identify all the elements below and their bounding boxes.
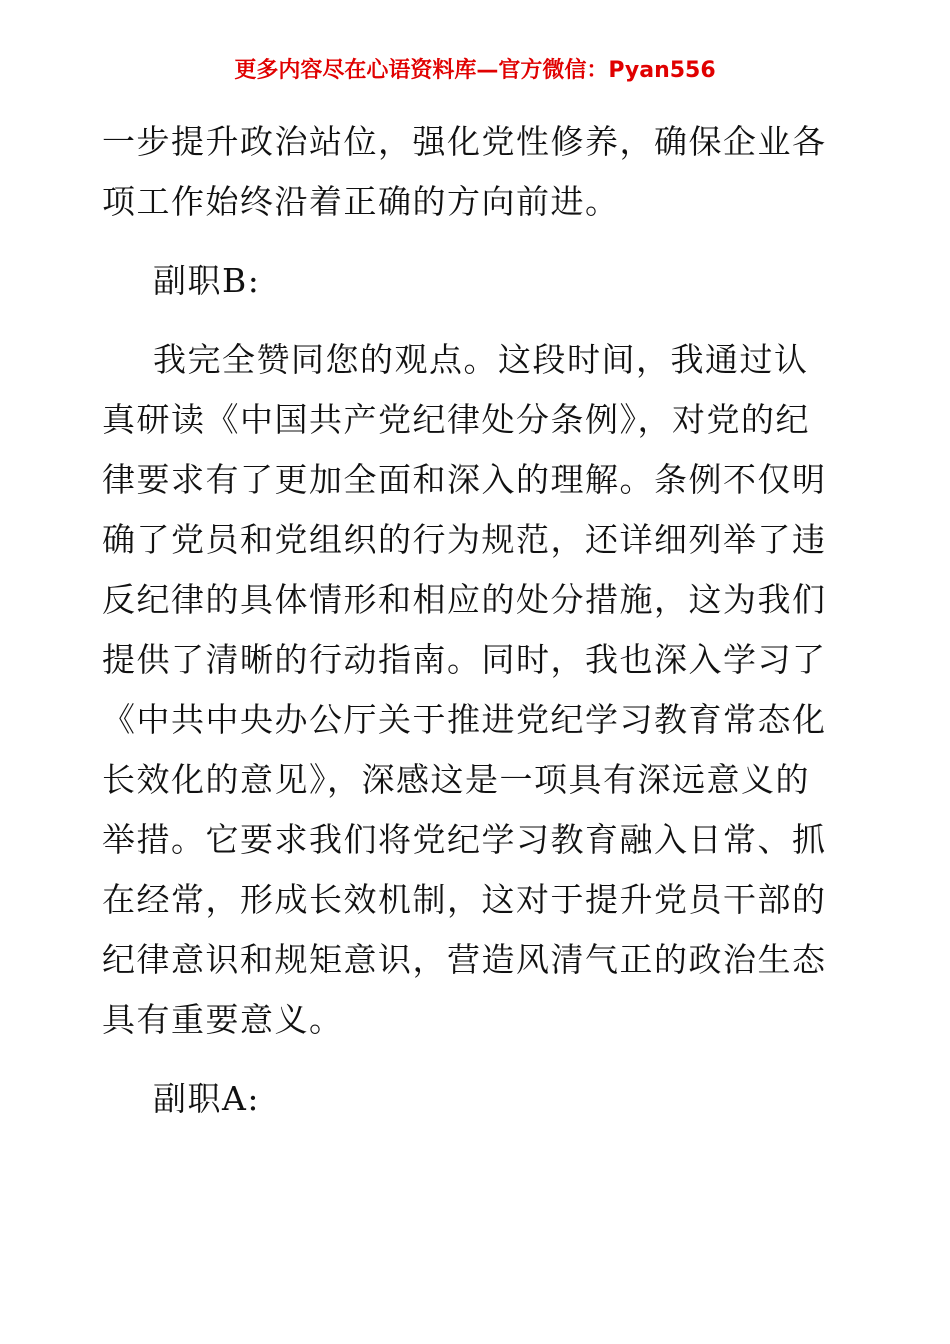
document-body xyxy=(102,112,842,1129)
speaker-label-b: 副职B: xyxy=(153,261,261,300)
paragraph-line: 《中共中央办公厅关于推进党纪学习教育常态化 xyxy=(102,700,827,739)
watermark-header: 更多内容尽在心语资料库—官方微信：Pyan556 xyxy=(234,58,716,83)
paragraph-line: 项工作始终沿着正确的方向前进。 xyxy=(102,182,620,221)
paragraph-gap xyxy=(102,1050,842,1069)
paragraph-line: 纪律意识和规矩意识，营造风清气正的政治生态 xyxy=(102,940,827,979)
paragraph-line: 我完全赞同您的观点。这段时间，我通过认 xyxy=(153,340,809,379)
paragraph-gap xyxy=(102,232,842,251)
paragraph-line: 反纪律的具体情形和相应的处分措施，这为我们 xyxy=(102,580,827,619)
paragraph-line: 具有重要意义。 xyxy=(102,1000,344,1039)
paragraph-line: 律要求有了更加全面和深入的理解。条例不仅明 xyxy=(102,460,827,499)
paragraph-line: 举措。它要求我们将党纪学习教育融入日常、抓 xyxy=(102,820,827,859)
paragraph-line: 长效化的意见》，深感这是一项具有深远意义的 xyxy=(102,760,810,799)
paragraph-line: 一步提升政治站位，强化党性修养，确保企业各 xyxy=(102,122,827,161)
paragraph-line: 真研读《中国共产党纪律处分条例》，对党的纪 xyxy=(102,400,810,439)
speaker-label-a: 副职A: xyxy=(153,1079,260,1118)
paragraph-line: 确了党员和党组织的行为规范，还详细列举了违 xyxy=(102,520,827,559)
paragraph-line: 在经常，形成长效机制，这对于提升党员干部的 xyxy=(102,880,827,919)
paragraph-gap xyxy=(102,311,842,330)
paragraph-line: 提供了清晰的行动指南。同时，我也深入学习了 xyxy=(102,640,827,679)
